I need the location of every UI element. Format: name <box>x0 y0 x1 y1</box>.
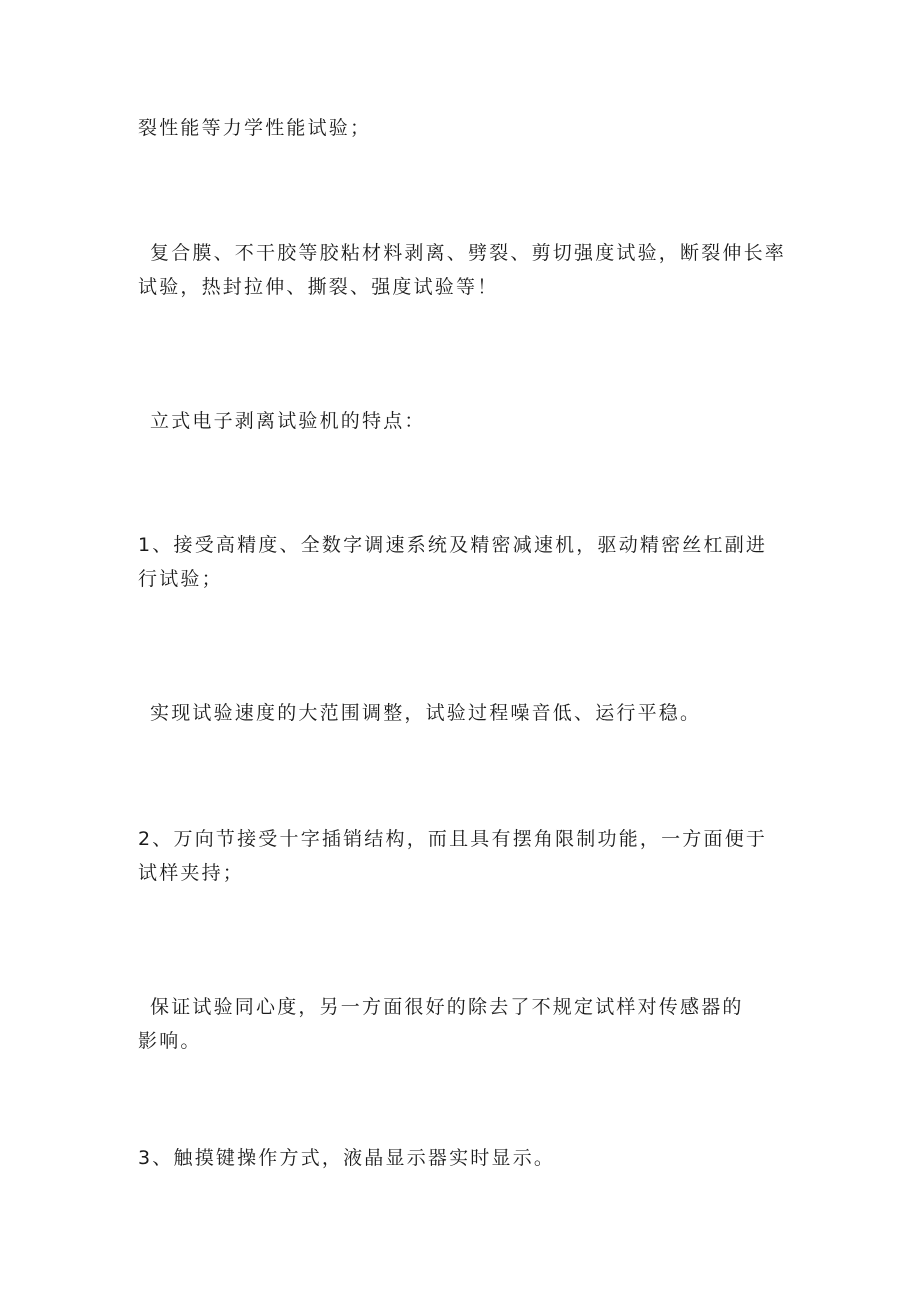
feature-item-2-detail: 保证试验同心度，另一方面很好的除去了不规定试样对传感器的影响。 <box>138 996 744 1052</box>
paragraph-applications: 复合膜、不干胶等胶粘材料剥离、劈裂、剪切强度试验，断裂伸长率试验，热封拉伸、撕裂、强度试验等！ <box>138 242 787 298</box>
feature-item-1-detail: 实现试验速度的大范围调整，试验过程噪音低、运行平稳。 <box>150 702 702 724</box>
feature-item-1: 1、接受高精度、全数字调速系统及精密减速机，驱动精密丝杠副进行试验； <box>138 534 768 590</box>
feature-item-3: 3、触摸键操作方式，液晶显示器实时显示。 <box>138 1147 556 1169</box>
paragraph-test-types-end: 裂性能等力学性能试验； <box>138 117 372 139</box>
feature-item-2: 2、万向节接受十字插销结构，而且具有摆角限制功能，一方面便于试样夹持； <box>138 828 768 884</box>
section-heading-features: 立式电子剥离试验机的特点： <box>150 410 426 432</box>
